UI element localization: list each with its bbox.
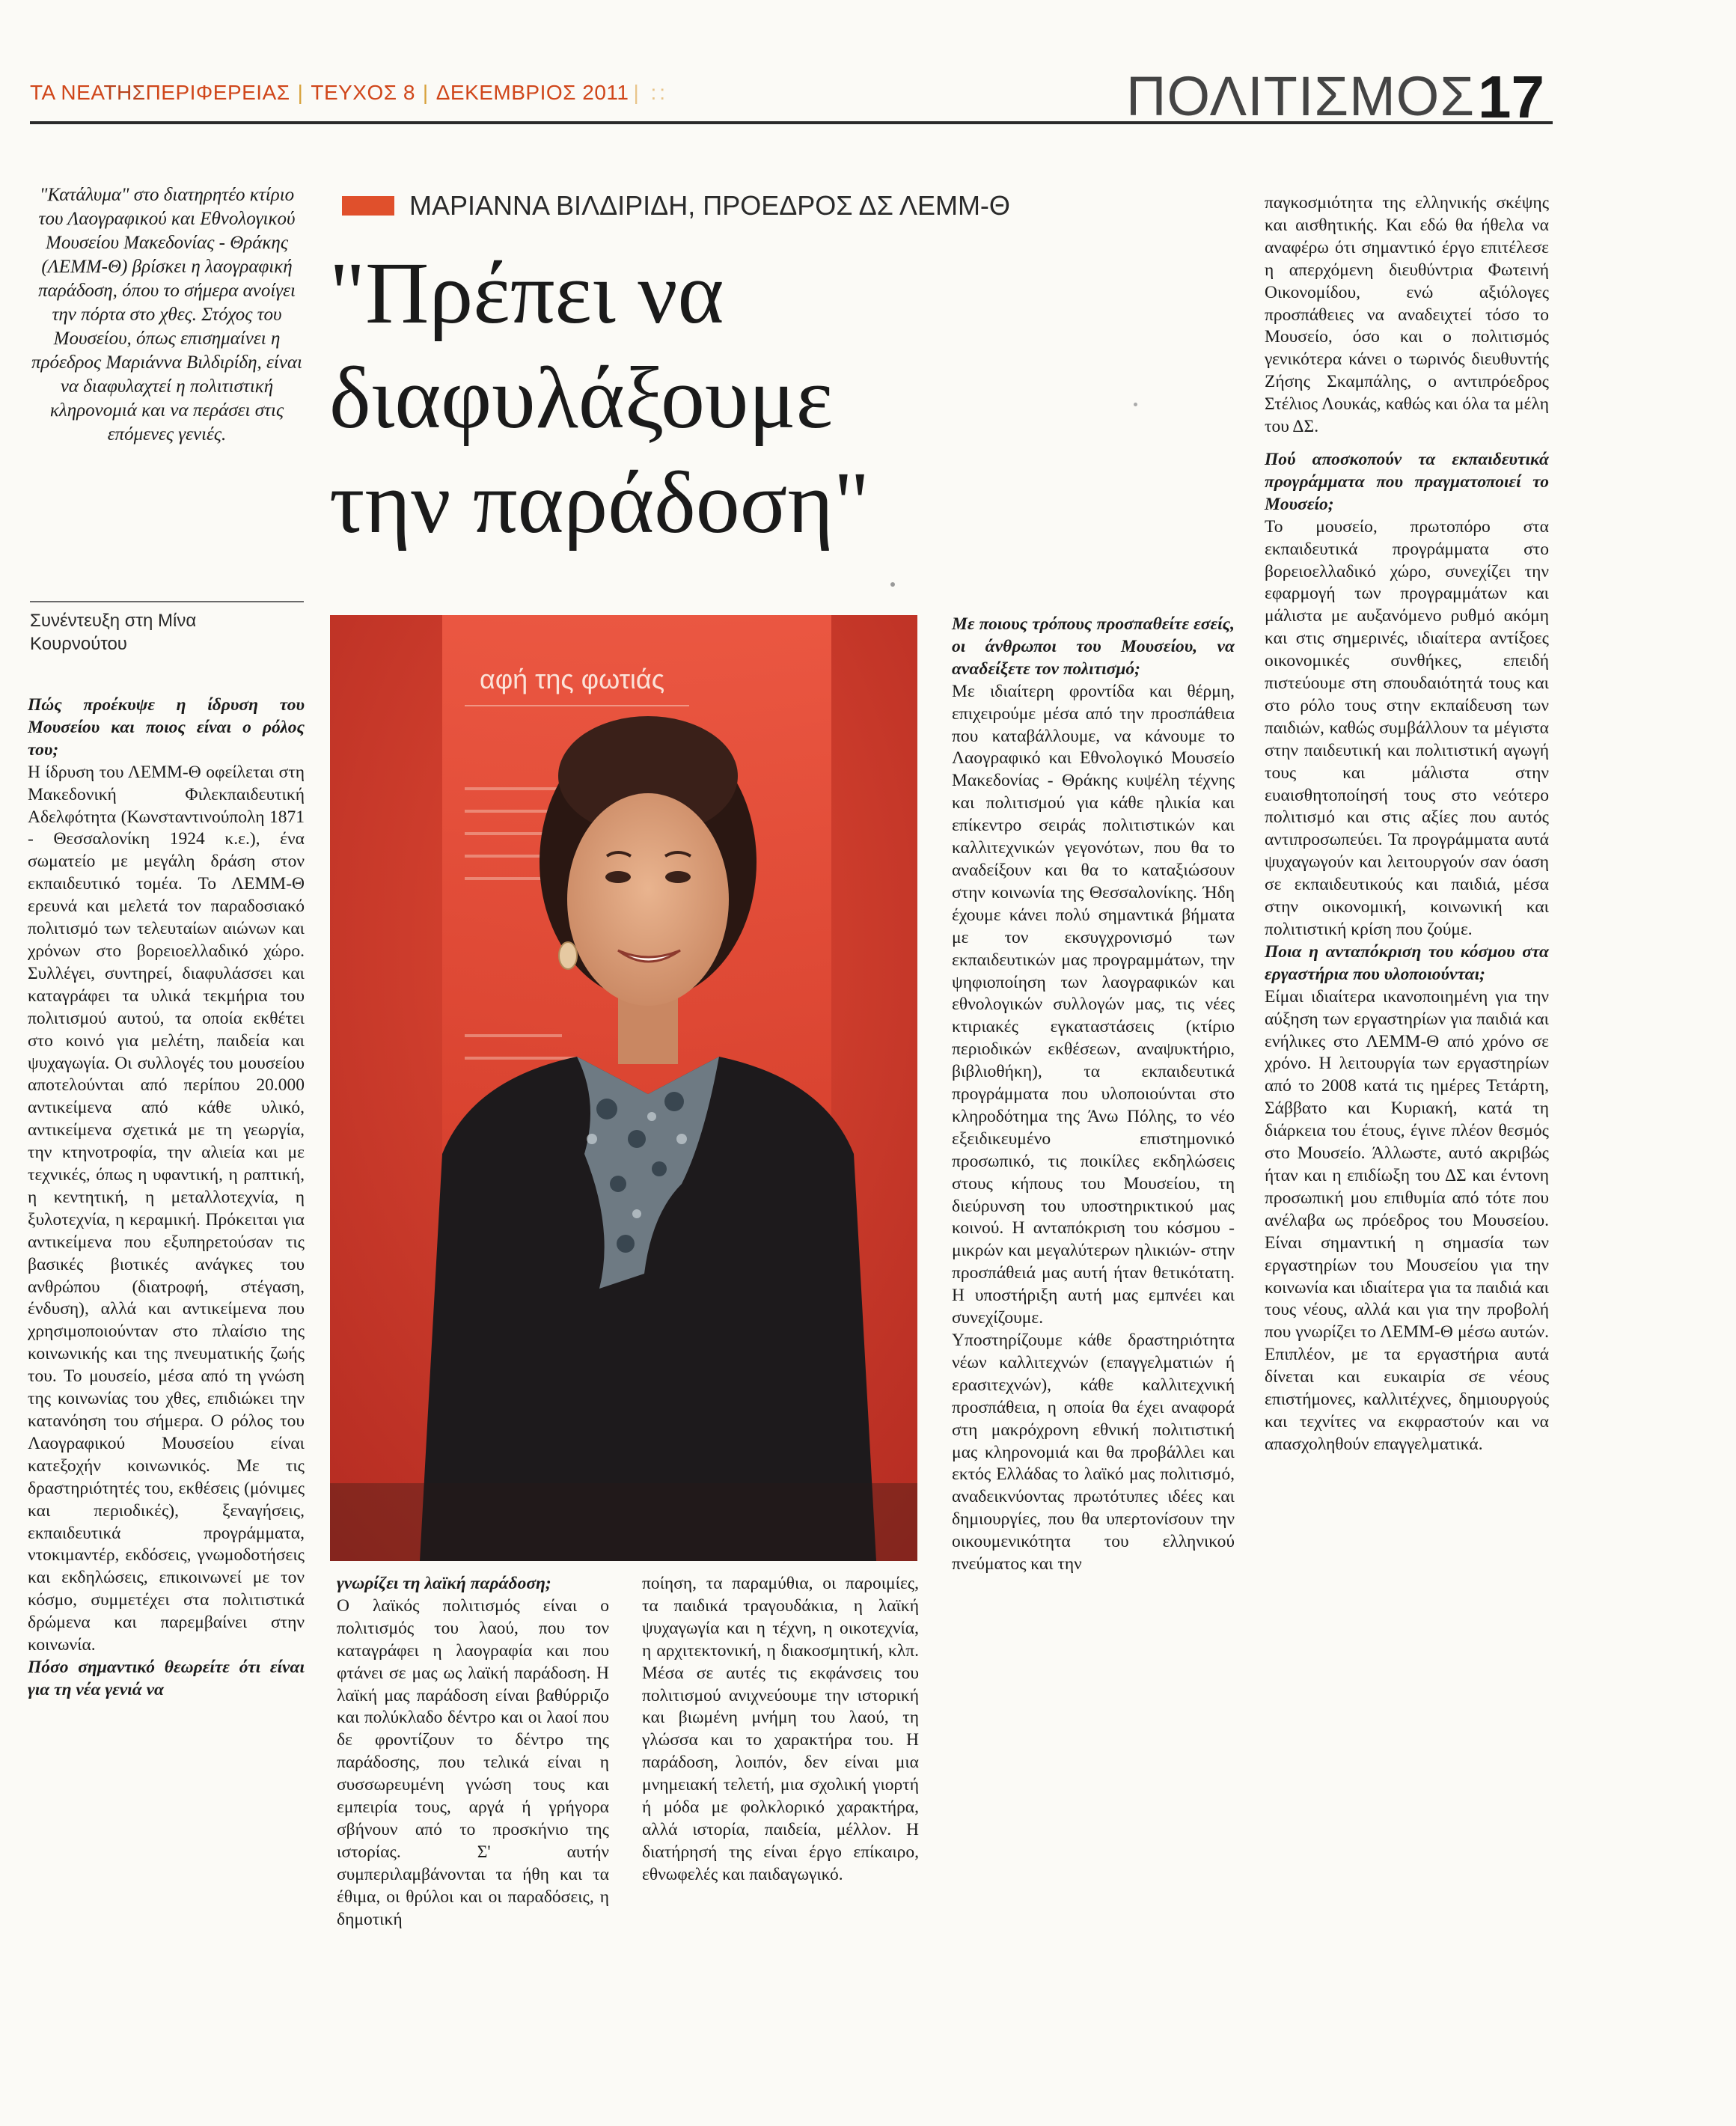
interview-question: Πού αποσκοπούν τα εκπαιδευτικά προγράμματα που πραγματοποιεί το Μουσείο; bbox=[1265, 449, 1549, 514]
publication-name: ΤΑ ΝΕΑΤΗΣΠΕΡΙΦΕΡΕΙΑΣ bbox=[30, 81, 290, 104]
page-number: 17 bbox=[1478, 64, 1544, 130]
portrait-illustration bbox=[330, 615, 917, 1561]
article-column-3 bbox=[1265, 192, 1549, 1456]
interview-answer: Η ίδρυση του ΛΕΜΜ-Θ οφείλεται στη Μακεδονική Φιλεκπαιδευτική Αδελφότητα (Κωνσταντινούπολη 1871 - Θεσσαλονίκη 1924 κ.ε.), ένα σωματείο με μεγάλη δράση στον εκπαιδευτικό τομέα. Το ΛΕΜΜ-Θ ερευνά και μελετά τον παραδοσιακό πολιτισμό των τελευταίων αιώνων και χρόνων στο βορειοελλαδικό χώρο. Συλλέγει, συντηρεί, διαφυλάσσει και καταγράφει τα υλικά τεκμήρια του πολιτισμού αυτού, τα οποία εκθέτει στο κοινό για μελέτη, παιδεία και ψυχαγωγία. Οι συλλογές του μουσείου αποτελούνται από περίπου 20.000 αντικείμενα από κάθε υλικό, αντικείμενα σχετικά με τη γεωργία, την κτηνοτροφία, την αλιεία και με τεχνικές, όπως η υφαντική, η ραπτική, η κεντητική, η μεταλλοτεχνία, η ξυλοτεχνία, η κεραμική. Πρόκειται για αντικείμενα που εξυπηρετούσαν τις βασικές βιοτικές ανάγκες του ανθρώπου (διατροφή, στέγαση, ένδυση), αλλά και αντικείμενα που χρησιμοποιούνταν στο πλαίσιο της κοινωνικής και της πνευματικής ζωής του. Το μουσείο, μέσα από τη γνώση της κοινωνίας του χθες, επιδιώκει την κατανόηση του σήμερα. Ο ρόλος του Λαογραφικού Μουσείου είναι κατεξοχήν κοινωνικός. Με τις δραστηριότητές του, εκθέσεις (μόνιμες και περιοδικές), ξεναγήσεις, εκπαιδευτικά προγράμματα, ντοκιμαντέρ, εκδόσεις, γνωμοδοτήσεις και εκδηλώσεις, επικοινωνεί με τον κόσμο, συμμετέχει στα πολιτιστικά δρώμενα και παρεμβαίνει στην κοινωνία. bbox=[28, 762, 305, 1655]
article-column-5 bbox=[642, 1573, 919, 1887]
interview-question: Πόσο σημαντικό θεωρείτε ότι είναι για τη νέα γενιά να bbox=[28, 1657, 305, 1699]
issue-date: ΔΕΚΕΜΒΡΙΟΣ 2011 bbox=[435, 81, 629, 104]
interview-question: Με ποιους τρόπους προσπαθείτε εσείς, οι άνθρωποι του Μουσείου, να αναδείξετε τον πολιτισμό; bbox=[952, 614, 1235, 679]
interview-answer: Με ιδιαίτερη φροντίδα και θέρμη, επιχειρούμε μέσα από την προσπάθεια που καταβάλλουμε, να κάνουμε το Λαογραφικό και Εθνολογικό Μουσείο Μακεδονίας - Θράκης κυψέλη τέχνης και πολιτισμού για κάθε ηλικία και επίκεντρο σειράς πολιτιστικών και καλλιτεχνικών γεγονότων, που θα το αναδείξουν και θα το καταξιώσουν στην κοινωνία της Θεσσαλονίκης. Ήδη έχουμε κάνει πολύ σημαντικά βήματα με τον εκσυγχρονισμό των εκπαιδευτικών μας προγραμμάτων, την ψηφιοποίηση των λαογραφικών και εθνολογικών συλλογών μας, τις νέες κτιριακές εγκαταστάσεις (κτίριο περιοδικών εκθέσεων, αναψυκτήριο, βιβλιοθήκη), τα εκπαιδευτικά προγράμματα που υλοποιούνται στο κληροδότημα της Άνω Πόλης, το νέο εξειδικευμένο επιστημονικό προσωπικό, τις ποικίλες εκδηλώσεις στους κήπους του Μουσείου, τη διεύρυνση του υποστηρικτικού μας κοινού. Η ανταπόκριση του κόσμου - μικρών και μεγαλύτερων ηλικιών- στην προσπάθειά μας αυτή ήταν θετικότατη. Η υποστήριξη αυτή μας εμπνέει και συνεχίζουμε. bbox=[952, 681, 1235, 1328]
article-column-1 bbox=[28, 694, 305, 1702]
issue-number: ΤΕΥΧΟΣ 8 bbox=[311, 81, 415, 104]
print-speck bbox=[890, 582, 895, 587]
interview-answer: Είμαι ιδιαίτερα ικανοποιημένη για την αύξηση των εργαστηρίων για παιδιά και ενήλικες στο ΛΕΜΜ-Θ από χρόνο σε χρόνο. Η λειτουργία των εργαστηρίων από το 2008 κατά τις ημέρες Τετάρτη, Σάββατο και Κυριακή, κατά τη διάρκεια του έτους, έγινε πλέον θεσμός στο Μουσείο. Άλλωστε, αυτό ακριβώς ήταν και η επιδίωξη του ΔΣ και έντονη προσωπική μου επιθυμία από τότε που ανέλαβα ως πρόεδρος του Μουσείου. Είναι σημαντική η σημασία των εργαστηρίων του Μουσείου για την κοινωνία και ιδιαίτερα για τα παιδιά και τους νέους, αλλά και για την προβολή που γνωρίζει το ΛΕΜΜ-Θ μέσω αυτών. Επιπλέον, με τα εργαστήρια αυτά δίνεται και ευκαιρία σε νέους επιστήμονες, καλλιτέχνες, δημιουργούς και τεχνίτες να εκφραστούν και να απασχοληθούν επαγγελματικά. bbox=[1265, 986, 1549, 1454]
byline: Συνέντευξη στη Μίνα Κουρνούτου bbox=[30, 611, 197, 654]
interview-answer-continued: ποίηση, τα παραμύθια, οι παροιμίες, τα παιδικά τραγουδάκια, η λαϊκή ψυχαγωγία και η τέχνη, η οικοτεχνία, η αρχιτεκτονική, η διακοσμητική, κλπ. Μέσα σε αυτές τις εκφάνσεις του πολιτισμού ανιχνεύουμε την ιστορική και βιωμένη μνήμη του λαού, τη γλώσσα και το χαρακτήρα του. Η παράδοση, λοιπόν, δεν είναι μια μνημειακή τελετή, μια σχολική γιορτή ή μόδα με φολκλορικό χαρακτήρα, αλλά ιστορία, παιδεία, μέλλον. Η διατήρησή της είναι έργο επίκαιρο, εθνωφελές και παιδαγωγικό. bbox=[642, 1574, 919, 1884]
poster-title: αφή της φωτιάς bbox=[480, 664, 665, 694]
kicker-marker bbox=[342, 196, 394, 216]
interview-question-continued: γνωρίζει τη λαϊκή παράδοση; bbox=[337, 1574, 551, 1593]
intro-divider bbox=[30, 601, 304, 602]
article-column-2 bbox=[952, 614, 1235, 1576]
print-speck bbox=[1134, 403, 1137, 406]
portrait-photo bbox=[330, 615, 917, 1561]
interview-answer: Το μουσείο, πρωτοπόρο στα εκπαιδευτικά προγράμματα στο βορειοελλαδικό χώρο, συνεχίζει την εφαρμογή των προγραμμάτων και μάλιστα με αυξανόμενο ρυθμό ακόμη και στις σημερινές, ιδιαίτερα αντίξοες οικονομικές συνθήκες, επειδή πιστεύουμε στη σπουδαιότητά τους και στο ρόλο τους στην εκπαίδευση των παιδιών, καθώς συμβάλλουν τα μέγιστα στην παιδευτική και πολιτιστική αγωγή τους και μάλιστα στην ευαισθητοποίησή τους στο νεότερο πολιτισμό και στις αξίες που αυτός αντιπροσωπεύει. Τα προγράμματα αυτά ψυχαγωγούν και λειτουργούν σαν όαση σε εκπαιδευτικούς και παιδιά, μέσα στην οικονομική, κοινωνική και πολιτιστική κρίση που ζούμε. bbox=[1265, 516, 1549, 939]
interview-question: Ποια η ανταπόκριση του κόσμου στα εργαστήρια που υλοποιούνται; bbox=[1265, 941, 1549, 984]
headline: "Πρέπει να διαφυλάξουμε την παράδοση" bbox=[329, 244, 870, 552]
kicker: ΜΑΡΙΑΝΝΑ ΒΙΛΔΙΡΙΔΗ, ΠΡΟΕΔΡΟΣ ΔΣ ΛΕΜΜ-Θ bbox=[409, 190, 1010, 221]
running-header: ΤΑ ΝΕΑΤΗΣΠΕΡΙΦΕΡΕΙΑΣ | ΤΕΥΧΟΣ 8 | ΔΕΚΕΜΒΡΙΟΣ 2011 | :: bbox=[30, 81, 669, 104]
interview-answer: Ο λαϊκός πολιτισμός είναι ο πολιτισμός του λαού, που τον καταγράφει η λαογραφία και που φτάνει σε μας ως λαϊκή παράδοση. Η λαϊκή μας παράδοση είναι βαθύρριζο και πολύκλαδο δέντρο και οι λαοί που δε φροντίζουν το δέντρο της παράδοσης, που τελικά είναι η συσσωρευμένη γνώση τους και εμπειρία τους, αργά ή γρήγορα σβήνουν από το προσκήνιο της ιστορίας. Σ' αυτήν συμπεριλαμβάνονται τα ήθη και τα έθιμα, οι θρύλοι και οι παραδόσεις, η δημοτική bbox=[337, 1595, 609, 1929]
interview-question: Πώς προέκυψε η ίδρυση του Μουσείου και ποιος είναι ο ρόλος του; bbox=[28, 695, 305, 760]
intro-standfirst: "Κατάλυμα" στο διατηρητέο κτίριο του Λαογραφικού και Εθνολογικού Μουσείου Μακεδονίας - Θράκης (ΛΕΜΜ-Θ) βρίσκει η λαογραφική παράδοση, όπου το σήμερα ανοίγει την πόρτα στο χθες. Στόχος του Μουσείου, όπως επισημαίνει η πρόεδρος Μαριάννα Βιλδιρίδη, είναι να διαφυλαχτεί η πολιτιστική κληρονομιά και να περάσει στις επόμενες γενιές. bbox=[31, 185, 302, 445]
interview-answer: Υποστηρίζουμε κάθε δραστηριότητα νέων καλλιτεχνών (επαγγελματιών ή ερασιτεχνών), κάθε καλλιτεχνική προσπάθεια, η οποία θα έχει αναφορά στη μακρόχρονη εθνική πολιτιστική μας κληρονομιά και θα προβάλλει και εκτός Ελλάδας το λαϊκό μας πολιτισμό, αναδεικνύοντας πρωτότυπες ιδέες και δημιουργίες, που θα υπερτονίσουν την οικουμενικότητα του ελληνικού πνεύματος και την bbox=[952, 1331, 1235, 1574]
section-title: ΠΟΛΙΤΙΣΜΟΣ bbox=[1126, 65, 1476, 127]
interview-answer-continued: παγκοσμιότητα της ελληνικής σκέψης και αισθητικής. Και εδώ θα ήθελα να αναφέρω ότι σημαντικό έργο επιτέλεσε η απερχόμενη διευθύντρια Φωτεινή Οικονομίδου, ενώ αξιόλογες προσπάθειες να αναδειχτεί τόσο το Μουσείο, όσο και ο πολιτισμός γενικότερα κάνει ο τωρινός διευθυντής Ζήσης Σκαμπάλης, ο αντιπρόεδρος Στέλιος Λουκάς, καθώς και όλα τα μέλη του ΔΣ. bbox=[1265, 193, 1549, 437]
article-column-4 bbox=[337, 1573, 609, 1931]
